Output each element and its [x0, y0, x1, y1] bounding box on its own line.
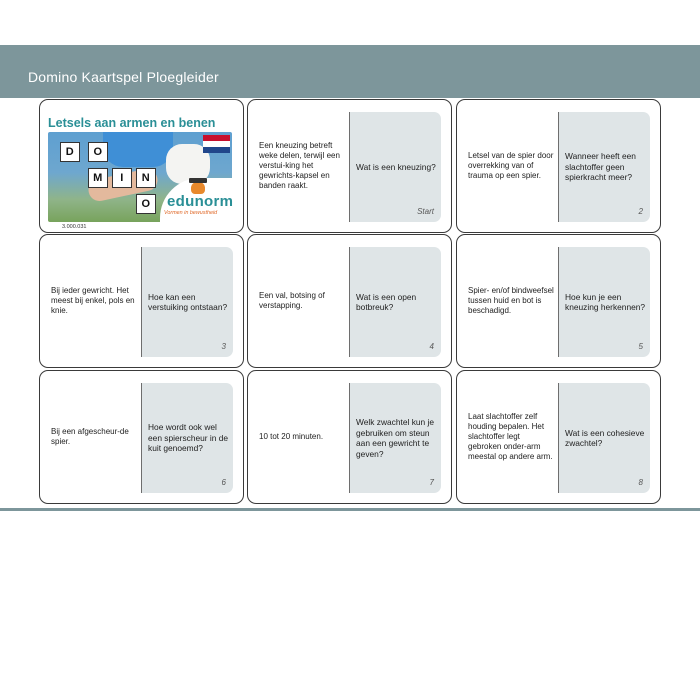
domino-card: [456, 370, 661, 504]
domino-tile: I: [112, 168, 132, 188]
card-question: Wat is een cohesieve zwachtel?: [565, 427, 645, 448]
card-number: 7: [429, 478, 434, 487]
header-band: [0, 45, 700, 98]
domino-card: [247, 234, 452, 368]
domino-tile: D: [60, 142, 80, 162]
card-number: 5: [638, 342, 643, 351]
card-number: 4: [429, 342, 434, 351]
domino-tile: N: [136, 168, 156, 188]
card-answer: Een kneuzing betreft weke delen, terwijl een verstui-king het gewrichts-kapsel en banden raakt.: [259, 141, 340, 190]
domino-card: [247, 370, 452, 504]
card-question-panel: [141, 247, 233, 357]
card-question-panel: [558, 383, 650, 493]
edunorm-logo: edunorm: [167, 193, 234, 210]
card-answer: Laat slachtoffer zelf houding bepalen. Het slachtoffer legt gebroken onder-arm meestal op andere arm.: [468, 412, 553, 461]
domino-card: [39, 370, 244, 504]
card-answer: Een val, botsing of verstapping.: [259, 291, 325, 310]
logo-tagline: Vormen in bewustheid: [164, 210, 218, 216]
card-question-panel: [349, 112, 441, 222]
card-question: Hoe kan een verstuiking ontstaan?: [148, 291, 228, 312]
domino-card: [247, 99, 452, 233]
domino-card: [456, 234, 661, 368]
cover-card: [39, 99, 244, 233]
card-question: Hoe wordt ook wel een spierscheur in de kuit genoemd?: [148, 422, 229, 454]
domino-card: [39, 234, 244, 368]
card-number: 2: [638, 207, 643, 216]
card-question: Wat is een open botbreuk?: [356, 291, 417, 312]
card-question: Wanneer heeft een slachtoffer geen spierkracht meer?: [565, 151, 636, 183]
domino-tile: M: [88, 168, 108, 188]
domino-tile: O: [88, 142, 108, 162]
dutch-flag-icon: [203, 135, 230, 153]
card-question-panel: [349, 247, 441, 357]
card-question-panel: [141, 383, 233, 493]
card-number: 3: [221, 342, 226, 351]
card-question-panel: [558, 247, 650, 357]
page-title: Domino Kaartspel Ploegleider: [28, 69, 219, 85]
card-answer: Bij ieder gewricht. Het meest bij enkel, pols en knie.: [51, 286, 135, 315]
domino-card: [456, 99, 661, 233]
card-number: Start: [417, 207, 434, 216]
card-answer: Bij een afgescheur-de spier.: [51, 427, 129, 446]
card-answer: Spier- en/of bindweefsel tussen huid en bot is beschadigd.: [468, 286, 554, 315]
card-answer: 10 tot 20 minuten.: [259, 432, 324, 441]
bottom-divider: [0, 508, 700, 511]
card-answer: Letsel van de spier door overrekking van of trauma op een spier.: [468, 151, 554, 180]
card-question: Wat is een kneuzing?: [356, 161, 436, 172]
card-question-panel: [349, 383, 441, 493]
card-question-panel: [558, 112, 650, 222]
card-number: 8: [638, 478, 643, 487]
card-question: Hoe kun je een kneuzing herkennen?: [565, 291, 646, 312]
card-question: Welk zwachtel kun je gebruiken om steun aan een gewricht te geven?: [356, 417, 435, 459]
card-number: 6: [221, 478, 226, 487]
cover-title: Letsels aan armen en benen: [48, 116, 216, 130]
product-code: 3.000.031: [62, 224, 87, 230]
domino-tile: O: [136, 194, 156, 214]
